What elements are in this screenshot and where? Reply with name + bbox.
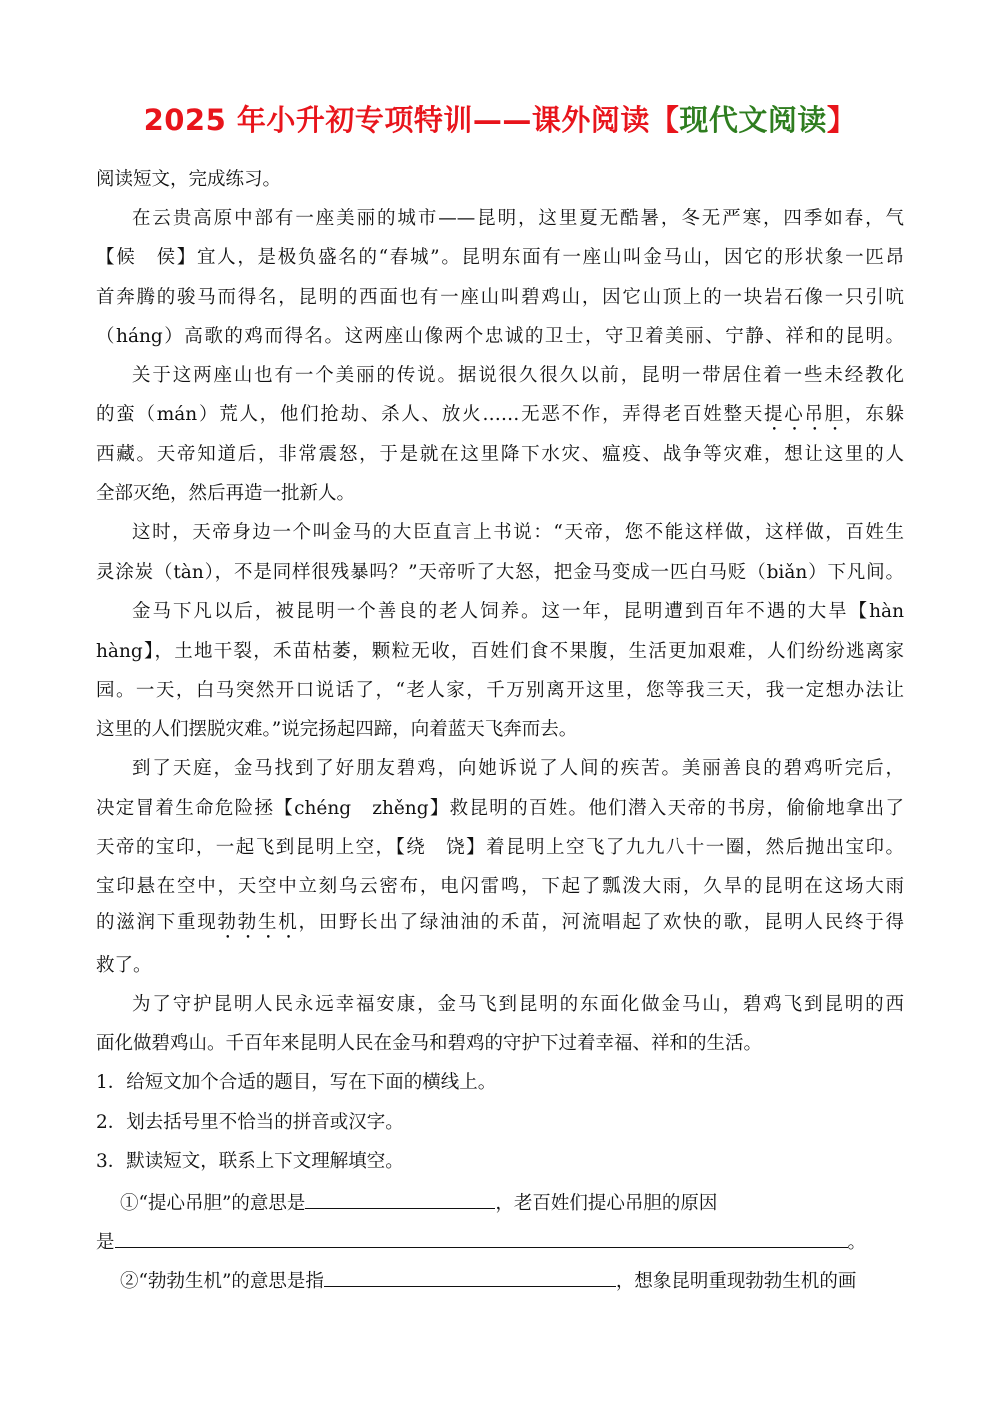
para5-line3: 天帝的宝印，一起飞到昆明上空，【绕 饶】着昆明上空飞了九九八十一圈，然后抛出宝印。	[96, 837, 904, 858]
idiom-tixindiaodan: 提心吊胆	[764, 404, 845, 425]
para5-line5	[96, 911, 904, 943]
para1-line3: 首奔腾的骏马而得名，昆明的西面也有一座山叫碧鸡山，因它山顶上的一块岩石像一只引吭	[96, 287, 904, 308]
answer-blank-1[interactable]	[305, 1190, 495, 1209]
title-bracket-close: 】	[826, 103, 857, 137]
question-3: 3．默读短文，联系上下文理解填空。	[96, 1151, 404, 1172]
idiom-bobo-shengji: 勃勃生机	[217, 912, 299, 933]
para5-text: 的滋润下重现	[96, 912, 218, 933]
title-bracket-open: 【	[649, 103, 680, 137]
q3-1-period: 。	[847, 1232, 867, 1253]
q3-1-prompt: ①“提心吊胆”的意思是	[120, 1193, 306, 1214]
para1-line2: 【候 侯】宜人，是极负盛名的“春城”。昆明东面有一座山叫金马山，因它的形状象一匹昂	[96, 247, 904, 268]
question-2: 2．划去括号里不恰当的拼音或汉字。	[96, 1112, 404, 1133]
title-main: 2025 年小升初专项特训——课外阅读	[143, 103, 650, 137]
para5-line4: 宝印悬在空中，天空中立刻乌云密布，电闪雷鸣，下起了瓢泼大雨，久旱的昆明在这场大雨	[96, 876, 904, 897]
para1-line4: （háng）高歌的鸡而得名。这两座山像两个忠诚的卫士，守卫着美丽、宁静、祥和的昆明。	[96, 326, 904, 347]
para5-line1: 到了天庭，金马找到了好朋友碧鸡，向她诉说了人间的疾苦。美丽善良的碧鸡听完后，	[132, 758, 904, 779]
question-3-1	[120, 1190, 717, 1216]
q3-1-prompt-shi: 是	[96, 1232, 115, 1253]
title-subtitle: 现代文阅读	[679, 103, 827, 137]
q3-2-prompt: ②“勃勃生机”的意思是指	[120, 1271, 324, 1292]
para5-line6: 救了。	[96, 955, 152, 976]
para2-line4: 全部灭绝，然后再造一批新人。	[96, 483, 356, 504]
para2-line2	[96, 403, 904, 435]
para5-line2: 决定冒着生命危险拯【chéng zhěng】救昆明的百姓。他们潜入天帝的书房，偷偷地拿出了	[96, 798, 904, 819]
q3-2-prompt-cont: ，想象昆明重现勃勃生机的画	[615, 1271, 857, 1292]
question-3-1-cont	[96, 1229, 866, 1255]
para4-line1: 金马下凡以后，被昆明一个善良的老人饲养。这一年，昆明遭到百年不遇的大旱【hàn	[132, 601, 904, 622]
page-title	[0, 98, 1000, 139]
answer-blank-2[interactable]	[115, 1229, 848, 1248]
question-1: 1．给短文加个合适的题目，写在下面的横线上。	[96, 1072, 497, 1093]
para5-text-end: ，田野长出了绿油油的禾苗，河流唱起了欢快的歌，昆明人民终于得	[298, 912, 904, 933]
para6-line1: 为了守护昆明人民永远幸福安康，金马飞到昆明的东面化做金马山，碧鸡飞到昆明的西	[132, 994, 904, 1015]
intro-text: 阅读短文，完成练习。	[96, 169, 282, 190]
para4-line2: hàng】，土地干裂，禾苗枯萎，颗粒无收，百姓们食不果腹，生活更加艰难，人们纷纷逃离家	[96, 641, 904, 662]
para3-line1: 这时，天帝身边一个叫金马的大臣直言上书说：“天帝，您不能这样做，这样做，百姓生	[132, 522, 904, 543]
para2-text-end: ，东躲	[845, 404, 904, 425]
para2-text: 的蛮（mán）荒人，他们抢劫、杀人、放火……无恶不作，弄得老百姓整天	[96, 404, 765, 425]
para4-line3: 园。一天，白马突然开口说话了，“老人家，千万别离开这里，您等我三天，我一定想办法让	[96, 680, 904, 701]
para3-line2: 灵涂炭（tàn），不是同样很残暴吗？”天帝听了大怒，把金马变成一匹白马贬（biǎn）下凡间。	[96, 562, 904, 583]
para2-line1: 关于这两座山也有一个美丽的传说。据说很久很久以前，昆明一带居住着一些未经教化	[132, 365, 904, 386]
question-3-2	[120, 1268, 856, 1294]
para4-line4: 这里的人们摆脱灾难。”说完扬起四蹄，向着蓝天飞奔而去。	[96, 719, 578, 740]
para2-line3: 西藏。天帝知道后，非常震怒，于是就在这里降下水灾、瘟疫、战争等灾难，想让这里的人	[96, 444, 904, 465]
para6-line2: 面化做碧鸡山。千百年来昆明人民在金马和碧鸡的守护下过着幸福、祥和的生活。	[96, 1033, 763, 1054]
answer-blank-3[interactable]	[324, 1268, 616, 1287]
para1-line1: 在云贵高原中部有一座美丽的城市——昆明，这里夏无酷暑，冬无严寒，四季如春，气	[132, 208, 904, 229]
q3-1-prompt-cont: ，老百姓们提心吊胆的原因	[495, 1193, 718, 1214]
